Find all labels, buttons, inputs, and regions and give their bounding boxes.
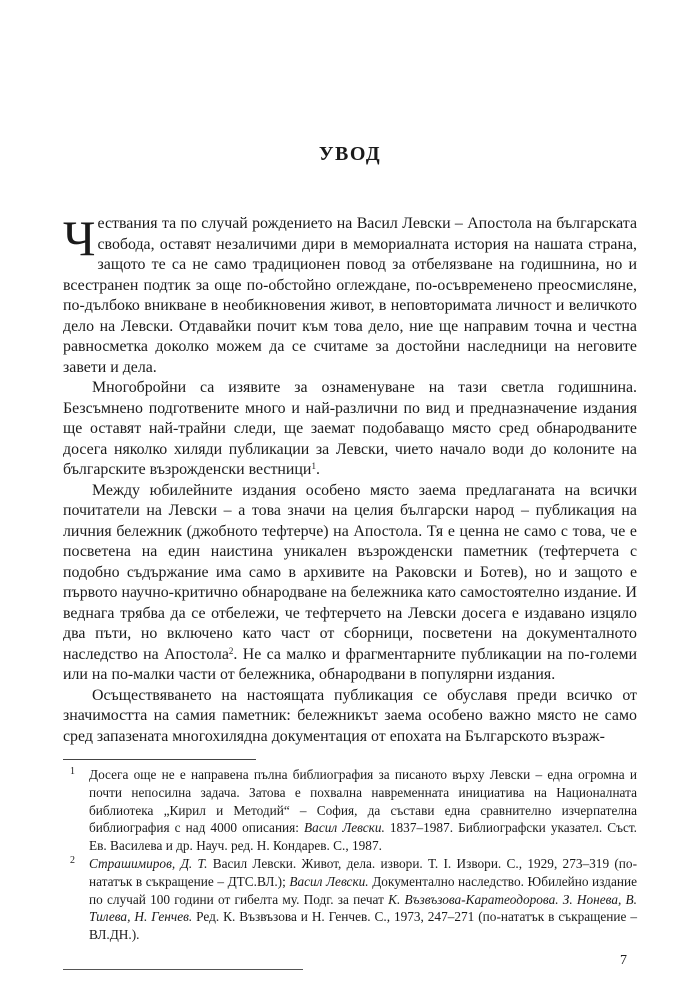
footnote-divider — [63, 759, 256, 760]
footnote-2 — [63, 855, 637, 944]
footnote-1 — [63, 766, 637, 855]
footnote-1-text-b: 1837–1987. Библиографски указател. Съст. Ев. Василева и др. Науч. ред. Н. Кондарев. С., 1987. — [89, 820, 637, 854]
footnote-2-italic-a: Страшимиров, Д. Т. — [89, 855, 208, 871]
footnote-2-text-c: Ред. К. Възвъзова и Н. Генчев. С., 1973, 247–271 (по-нататък в съкращение – ВЛ.ДН.). — [89, 909, 637, 943]
footnote-2-text-b: Документално наследство. Юбилейно издание по случай 100 години от гибелта му. Подг. за печат — [89, 873, 637, 907]
paragraph-4 — [63, 686, 637, 748]
paragraph-2-end: . — [315, 461, 320, 478]
footnote-2-italic-b: Васил Левски. — [289, 873, 369, 889]
footnote-ref-1[interactable]: 1 — [311, 461, 316, 471]
page-title: УВОД — [318, 143, 382, 165]
main-text — [63, 210, 637, 747]
paragraph-4-text: Осъществяването на настоящата публикация се обуславя преди всичко от значимостта на самия паметник: бележникът заема особено важно място не само сред запазената многохилядна документация от епохата на Българското възраж- — [63, 686, 637, 745]
footnotes — [63, 766, 637, 944]
paragraph-2-text: Многобройни са изявите за ознаменуване на тази светла годишнина. Безсъмнено подготвените много и най-различни по вид и предназначение издания ще оставят най-трайни следи, ще заемат подобаващо място сред обнародваните досега няколко хиляди публикации за Левски, чието начало води до колоните на българските възрожденски вестници — [63, 379, 637, 478]
paragraph-3-text: Между юбилейните издания особено място заема предлаганата на всички почитатели на Левски – а това значи на целия български народ – публикация на личния бележник (джобното тефтерче) на Апостола. Тя е ценна не само с това, че е посветена на един наистина уникален възрожденски паметник (тефтерчета с подобно съдържание има само в архивите на Раковски и Ботев), но и защото е първото научно-критично обнародване на бележника като самостоятелно издание. И веднага трябва да се отбележи, че тефтерчето на Левски досега е издавано изцяло два пъти, но включено като част от сборници, посветени на документалното наследство на Апостола — [63, 481, 637, 663]
footnote-ref-2[interactable]: 2 — [228, 645, 234, 656]
drop-cap: Ч — [63, 210, 96, 266]
footnote-mark-1: 1 — [70, 766, 75, 777]
footnote-1-italic: Васил Левски. — [304, 820, 385, 836]
page-number: 7 — [620, 953, 627, 968]
paragraph-2 — [63, 378, 637, 481]
footnote-2-text-a: Васил Левски. Живот, дела. извори. Т. I. Извори. С., 1929, 273–319 (по-нататък в съкращение – ДТС.ВЛ.); — [89, 855, 638, 889]
footnote-2-italic-c: К. Възвъзова-Каратеодорова. З. Нонева, В. Тилева, Н. Генчев. — [89, 891, 637, 925]
paragraph-1-text: ествания та по случай рождението на Васил Левски – Апостола на българската свобода, оставят незаличими дири в мемориалната история на нашата страна, защото те са не само традиционен повод за отбелязване на годишнина, но и всестранен подтик за още по-обстойно оглеждане, по-осъвременено преосмисляне, по-дълбоко вникване в необикновения живот, в неповторимата личност и величкото дело на Левски. Отдавайки почит към това дело, ние ще направим точна и честна равносметка доколко можем да се считаме за достойни наследници на неговите завети и дела. — [63, 215, 637, 376]
paragraph-3-end: . Не са малко и фрагментарните публикации на по-големи или на по-малки части от бележника, обнародвани в популярни издания. — [63, 645, 637, 683]
footnote-mark-2: 2 — [70, 854, 75, 866]
paragraph-3 — [63, 481, 637, 686]
bottom-divider — [63, 969, 303, 970]
footnote-1-text-a: Досега още не е направена пълна библиография за писаното върху Левски – една огромна и почти непосилна задача. Затова е похвална навременната инициатива на Националната библиотека „Кирил и Методий“ – София, да състави една сравнително изчерпателна библиография с над 4000 описания: — [89, 767, 637, 836]
paragraph-1 — [63, 210, 637, 378]
